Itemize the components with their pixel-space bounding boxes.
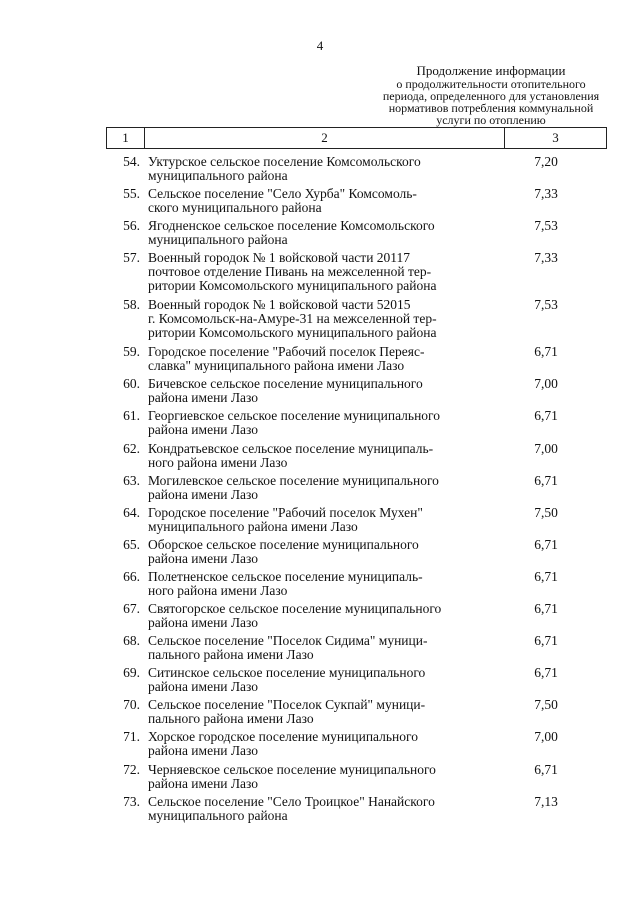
row-number: 54. (123, 154, 140, 169)
settlement-name-line: Сельское поселение "Поселок Сукпай" муници- (148, 697, 426, 713)
table-caption (376, 64, 606, 126)
settlement-name-line: района имени Лазо (148, 743, 259, 759)
settlement-name-line: почтовое отделение Пивань на межселенной тер- (148, 264, 432, 280)
table-row (106, 343, 606, 375)
settlement-name-line: ного района имени Лазо (148, 454, 288, 470)
settlement-name-line: Бичевское сельское поселение муниципального (148, 376, 423, 392)
settlement-name-line: г. Комсомольск-на-Амуре-31 на межселенной тер- (148, 311, 437, 327)
column-header-3: 3 (505, 128, 607, 149)
settlement-name-line: Городское поселение "Рабочий поселок Переяс- (148, 344, 425, 360)
table-row (106, 568, 606, 600)
settlement-name (148, 634, 468, 662)
column-header-1: 1 (107, 128, 145, 149)
heating-period-value: 6,71 (534, 601, 558, 617)
settlement-name-line: Георгиевское сельское поселение муниципального (148, 408, 441, 424)
settlement-name (148, 442, 468, 470)
settlement-name-line: Сельское поселение "Село Троицкое" Нанайского (148, 793, 435, 809)
row-number: 69. (123, 665, 140, 681)
settlement-name-line: Военный городок № 1 войсковой части 20117 (148, 250, 411, 266)
heating-period-value: 6,71 (534, 761, 558, 777)
table-row (106, 472, 606, 504)
settlement-name (148, 538, 468, 566)
settlement-name-line: Ситинское сельское поселение муниципального (148, 665, 426, 681)
row-number: 64. (123, 504, 140, 520)
heating-period-value: 6,71 (534, 536, 558, 552)
settlement-name-line: района имени Лазо (148, 775, 259, 791)
row-number: 55. (123, 186, 140, 202)
table-row (106, 761, 606, 793)
settlement-name-line: Кондратьевское сельское поселение муниципаль- (148, 440, 434, 456)
row-number: 71. (123, 729, 140, 745)
settlement-name-line: Уктурское сельское поселение Комсомольского (148, 154, 421, 169)
settlement-name (148, 345, 468, 373)
heating-period-value: 6,71 (534, 344, 558, 360)
settlement-name-line: Полетненское сельское поселение муниципаль- (148, 568, 423, 584)
table-row (106, 504, 606, 536)
settlement-name-line: муниципального района имени Лазо (148, 518, 358, 534)
row-number: 67. (123, 601, 140, 617)
table-row (106, 249, 606, 296)
settlement-name-line: муниципального района (148, 232, 288, 248)
settlement-name-line: района имени Лазо (148, 550, 259, 566)
settlement-name-line: ного района имени Лазо (148, 582, 288, 598)
settlement-name (148, 730, 468, 758)
table-row (106, 793, 606, 825)
settlement-name-line: Святогорское сельское поселение муниципального (148, 601, 442, 617)
settlement-name-line: Хорское городское поселение муниципального (148, 729, 418, 745)
settlement-name (148, 251, 468, 293)
heating-period-value: 6,71 (534, 472, 558, 488)
heating-period-value: 7,00 (534, 729, 558, 745)
table-row (106, 728, 606, 760)
settlement-name (148, 666, 468, 694)
settlement-name-line: Черняевское сельское поселение муниципального (148, 761, 436, 777)
heating-period-value: 6,71 (534, 633, 558, 649)
row-number: 66. (123, 568, 140, 584)
settlement-name (148, 795, 468, 823)
settlement-name-line: Ягодненское сельское поселение Комсомольского (148, 218, 435, 234)
row-number: 63. (123, 472, 140, 488)
row-number: 61. (123, 408, 140, 424)
settlement-name (148, 602, 468, 630)
table-row (106, 217, 606, 249)
table-row (106, 185, 606, 217)
settlement-name-line: Сельское поселение "Поселок Сидима" муници- (148, 633, 428, 649)
caption-line: о продолжительности отопительного (396, 77, 586, 91)
settlement-name-line: Могилевское сельское поселение муниципального (148, 472, 439, 488)
settlement-name-line: ритории Комсомольского муниципального района (148, 325, 437, 341)
settlement-name-line: славка" муниципального района имени Лазо (148, 358, 405, 374)
settlement-name (148, 298, 468, 340)
heating-period-value: 7,50 (534, 504, 558, 520)
table-row (106, 696, 606, 728)
row-number: 65. (123, 536, 140, 552)
settlement-name-line: района имени Лазо (148, 390, 259, 406)
row-number: 58. (123, 297, 140, 313)
row-number: 62. (123, 440, 140, 456)
settlement-name-line: муниципального района (148, 807, 288, 823)
settlement-name-line: района имени Лазо (148, 615, 259, 631)
row-number: 57. (123, 250, 140, 266)
caption-line: периода, определенного для установления (382, 89, 600, 103)
heating-period-value: 6,71 (534, 408, 558, 424)
row-number: 70. (123, 697, 140, 713)
column-header-2: 2 (145, 128, 505, 149)
row-number: 60. (123, 376, 140, 392)
settlement-name (148, 155, 468, 183)
table-row (106, 664, 606, 696)
settlement-name (148, 698, 468, 726)
settlement-name-line: ритории Комсомольского муниципального района (148, 278, 437, 294)
table-header (106, 127, 607, 149)
settlement-name (148, 763, 468, 791)
settlement-name-line: Оборское сельское поселение муниципального (148, 536, 419, 552)
table-row (106, 440, 606, 472)
table-body (106, 153, 606, 825)
heating-period-value: 7,00 (534, 440, 558, 456)
settlement-name (148, 219, 468, 247)
table-row (106, 536, 606, 568)
settlement-name (148, 506, 468, 534)
settlement-name-line: района имени Лазо (148, 486, 259, 502)
settlement-name (148, 187, 468, 215)
heating-period-value: 7,13 (534, 793, 558, 809)
table-row (106, 632, 606, 664)
table-row (106, 153, 606, 185)
settlement-name (148, 377, 468, 405)
settlement-name (148, 570, 468, 598)
page-number: 4 (316, 38, 324, 53)
settlement-name-line: Городское поселение "Рабочий поселок Мухен" (148, 504, 423, 520)
row-number: 72. (123, 761, 140, 777)
settlement-name (148, 409, 468, 437)
caption-line: Продолжение информации (416, 63, 566, 78)
row-number: 73. (123, 793, 140, 809)
table-row (106, 296, 606, 343)
settlement-name-line: пального района имени Лазо (148, 711, 314, 727)
heating-period-value: 7,53 (534, 218, 558, 234)
settlement-name-line: пального района имени Лазо (148, 647, 314, 663)
caption-line: нормативов потребления коммунальной (388, 101, 594, 115)
settlement-name-line: района имени Лазо (148, 679, 259, 695)
caption-line: услуги по отоплению (436, 113, 546, 127)
table-row (106, 600, 606, 632)
heating-period-value: 7,20 (534, 154, 558, 169)
settlement-name-line: ского муниципального района (148, 200, 322, 216)
settlement-name-line: Военный городок № 1 войсковой части 52015 (148, 297, 411, 313)
settlement-name-line: района имени Лазо (148, 422, 259, 438)
heating-period-value: 6,71 (534, 568, 558, 584)
heating-period-value: 6,71 (534, 665, 558, 681)
settlement-name (148, 474, 468, 502)
table-row (106, 407, 606, 439)
heating-period-value: 7,50 (534, 697, 558, 713)
settlement-name-line: Сельское поселение "Село Хурба" Комсомоль- (148, 186, 417, 202)
heating-period-value: 7,33 (534, 186, 558, 202)
row-number: 68. (123, 633, 140, 649)
table-row (106, 375, 606, 407)
row-number: 56. (123, 218, 140, 234)
settlement-name-line: муниципального района (148, 168, 288, 183)
heating-period-value: 7,33 (534, 250, 558, 266)
heating-period-value: 7,00 (534, 376, 558, 392)
heating-period-value: 7,53 (534, 297, 558, 313)
row-number: 59. (123, 344, 140, 360)
